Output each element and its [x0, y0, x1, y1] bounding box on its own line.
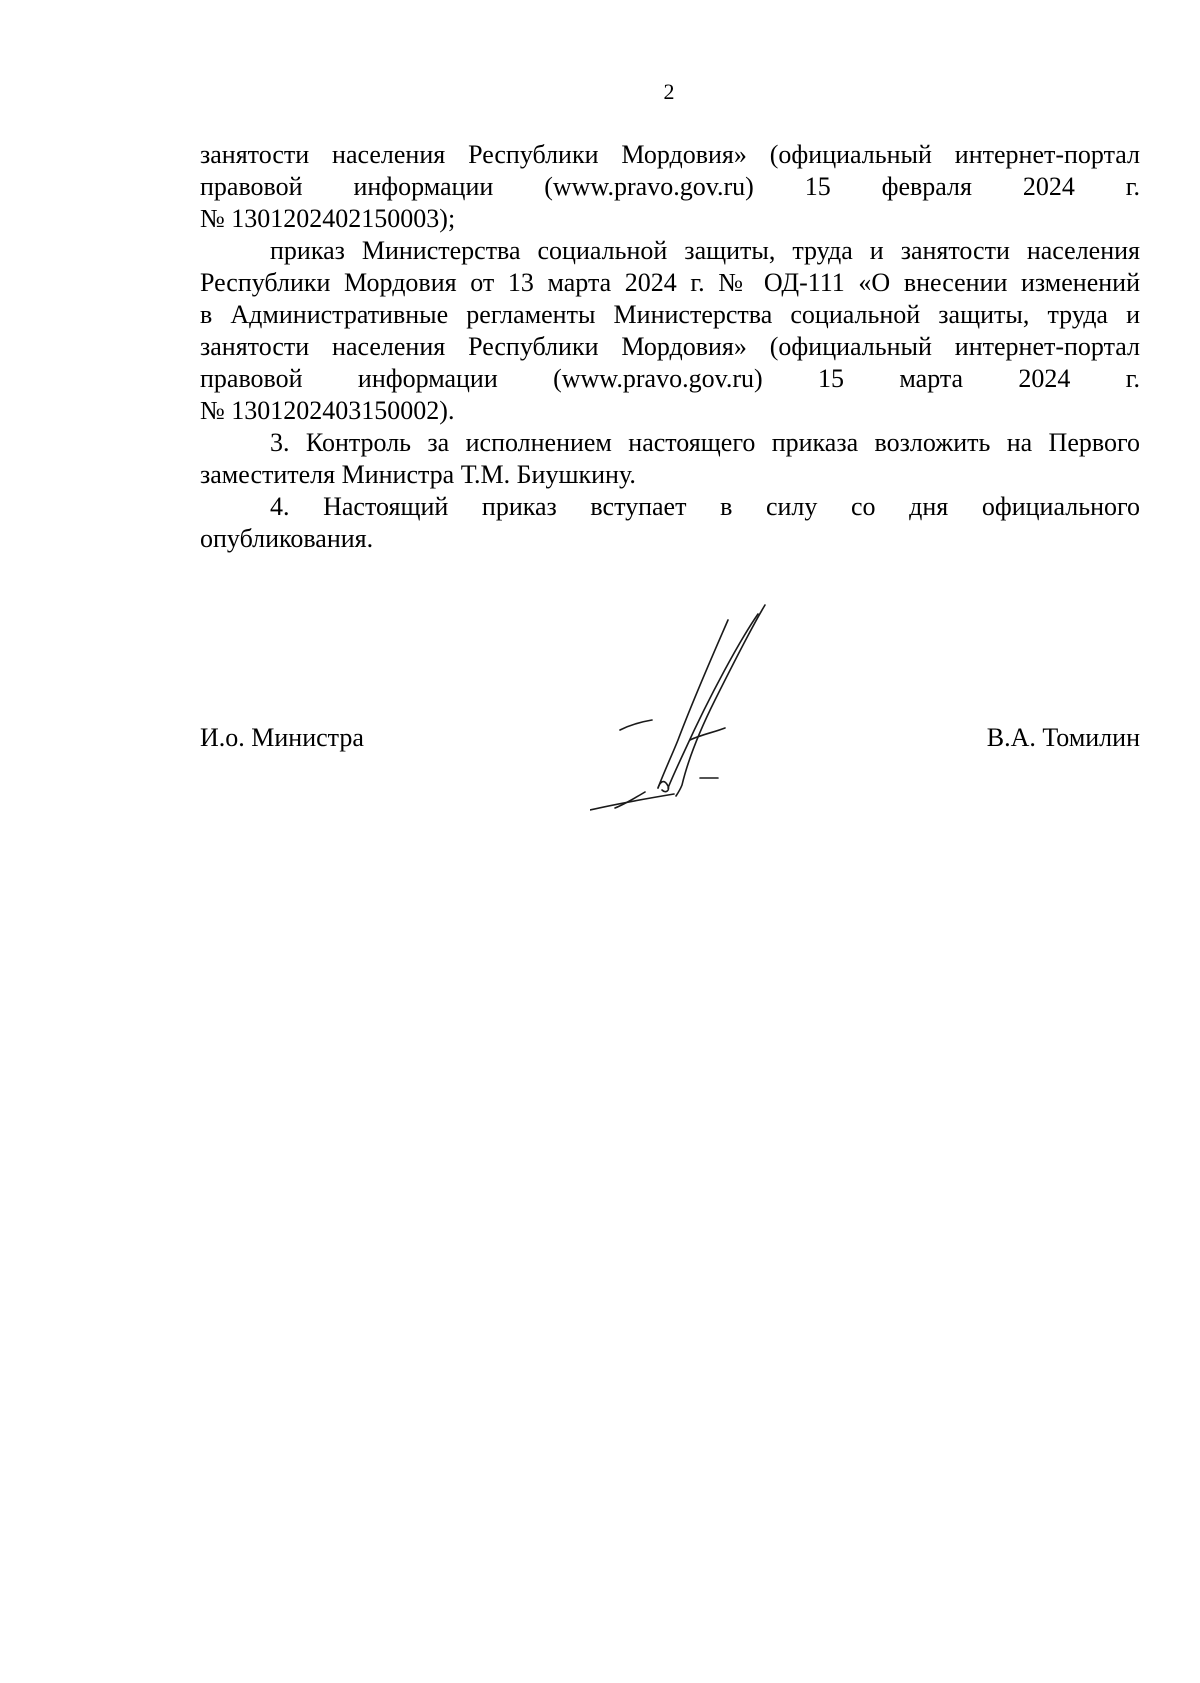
paragraph-line: Республики Мордовия от 13 марта 2024 г. № ОД-111 «О внесении изменений [200, 268, 1140, 297]
paragraph-line: занятости населения Республики Мордовия» (официальный интернет-портал [200, 332, 1140, 361]
paragraph-order-reference [200, 235, 1140, 427]
paragraph-line: № 1301202403150002). [200, 396, 455, 425]
paragraph-line: в Административные регламенты Министерства социальной защиты, труда и [200, 300, 1140, 329]
paragraph-line: правовой информации (www.pravo.gov.ru) 15 февраля 2024 г. [200, 172, 1140, 201]
paragraph-line: № 1301202402150003); [200, 204, 456, 233]
paragraph-line: приказ Министерства социальной защиты, труда и занятости населения [270, 236, 1140, 265]
document-body [200, 139, 1140, 555]
signer-title: И.о. Министра [200, 723, 364, 752]
page-number: 2 [663, 79, 675, 104]
paragraph-item-3 [200, 427, 1140, 491]
paragraph-line: заместителя Министра Т.М. Биушкину. [200, 460, 636, 489]
paragraph-line: 4. Настоящий приказ вступает в силу со дня официального [270, 492, 1140, 521]
paragraph-line: занятости населения Республики Мордовия» (официальный интернет-портал [200, 140, 1140, 169]
paragraph-continuation [200, 139, 1140, 235]
handwritten-signature [590, 600, 830, 820]
paragraph-line: опубликования. [200, 524, 374, 553]
signer-name: В.А. Томилин [986, 723, 1140, 752]
paragraph-line: правовой информации (www.pravo.gov.ru) 15 марта 2024 г. [200, 364, 1140, 393]
paragraph-line: 3. Контроль за исполнением настоящего приказа возложить на Первого [270, 428, 1140, 457]
paragraph-item-4 [200, 491, 1140, 555]
